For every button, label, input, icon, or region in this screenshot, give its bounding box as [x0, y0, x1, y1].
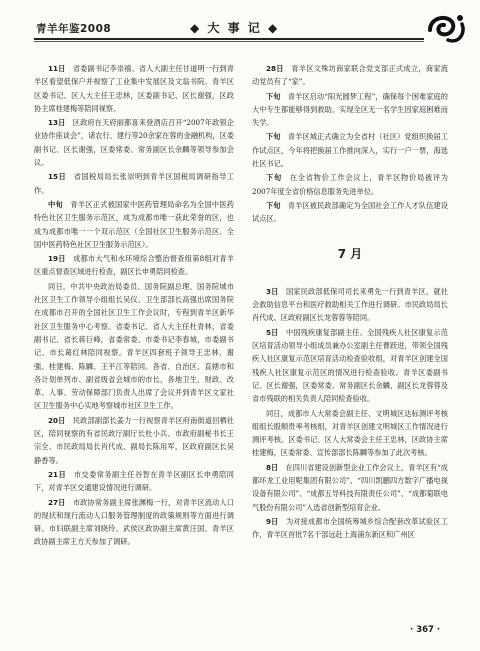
entry-text: 省国税局局长张崇明到青羊区国税局调研指导工作。	[34, 172, 234, 195]
entry-text: 民政部副部长姜力一行视察青羊区府南街道回栖社区，陪同视察的有省民政厅副厅长杜小兵、市政府副秘书长王宗全、市民政局局长肖代成、副局长陈用军，区政府副区长吴静香等。	[34, 415, 234, 465]
entry-date: 27日	[48, 497, 66, 507]
entry-date: 5日	[266, 327, 279, 337]
chronicle-entry	[34, 170, 234, 197]
entry-text: 青羊区被民政部确定为全国社会工作人才队伍建设试点区。	[252, 200, 448, 224]
page-number: · 367 ·	[410, 625, 441, 635]
chronicle-entry	[252, 90, 448, 130]
chronicle-entry	[252, 285, 448, 325]
entry-date: 下旬	[266, 200, 281, 210]
entry-date: 11日	[48, 64, 66, 73]
chronicle-entry	[252, 407, 448, 460]
entry-date: 3日	[266, 286, 279, 296]
chronicle-entry	[252, 62, 448, 89]
entry-date: 下旬	[266, 173, 282, 183]
entry-text: 市交委常务副主任谷智在青羊区副区长申勇陪同下，对青羊区交通建设情况进行调研。	[34, 469, 234, 493]
entry-text: 为对接成都市全国统筹城乡综合配套改革试验区工作，青羊区首批7名干部远赴上海浦东新区和广州区	[252, 516, 448, 540]
chronicle-entry	[34, 198, 234, 251]
entry-text: 在四川省建设创新型企业工作会议上，青羊区有“成都环龙工业用呢集团有限公司”、“四川凯鹏四方数字广播电视设备有限公司”、“成都五导科技有限责任公司”、“成都菊联电气股份有限公司”入选省创新型培育企业。	[252, 462, 448, 512]
entry-text: 在全省物价工作会议上，青羊区物价局被评为2007年度全省价格信息服务先进单位。	[252, 173, 448, 196]
entry-date: 21日	[48, 469, 67, 479]
entry-text: 省委副书记李崇禧、省人大副主任甘道明一行到青羊区看望低保户并视察了工业集中发展区及文翁书院。青羊区区委书记、区人大主任王忠林，区委副书记、区长谢强，区政协主席桂建梅等陪同视察。	[34, 64, 234, 113]
chronicle-entry	[252, 515, 448, 542]
entry-date: 13日	[48, 118, 66, 128]
entry-date: 9日	[266, 516, 279, 526]
entry-text: 中国残疾康复部副主任、全国残疾人社区康复示范区培育活动领导小组成员兼办公室副主任曹跃进，带领全国残疾人社区康复示范区培育活动检查验收组，对青羊区创建全国残疾人社区康复示范区的情况进行检查验收。青羊区委副书记、区长谢强，区委常委、常务副区长余麟，副区长龙蓉蓉及省市残联的相关负责人陪同检查验收。	[252, 327, 448, 404]
chronicle-entry	[34, 62, 234, 115]
chronicle-entry	[34, 252, 234, 279]
entry-text: 青羊区城正式确立为全省村（社区）党组织换届工作试点区，今年将把换届工作推向深入，实行一户一票，海选社区书记。	[252, 132, 448, 169]
left-column	[34, 62, 234, 550]
chronicle-entry	[252, 171, 448, 198]
entry-date: 8日	[266, 462, 279, 472]
chronicle-entry	[252, 326, 448, 406]
entry-text: 同日，中共中央政治局委员、国务院副总理、国务院城市社区卫生工作领导小组组长吴仪、卫生部部长高强出席国务院在成都市召开的全国社区卫生工作会议时，专程到青羊区新华社区卫生服务中心考察。省委书记、省人大主任杜青林，省委副书记、省长蒋巨峰，省委常委、市委书记李春城，市委副书记、市长葛红林陪同视察。青羊区四套班子领导王忠林、谢强、桂建梅、陈麟、王平江等陪同。各省、自治区、直辖市和各计划单列市、副省级省会城市的市长，各地卫生、财政、改革、人事、劳动保障部门负责人出席了会议并到青羊区文家社区卫生服务中心实地考察城市社区卫生工作。	[34, 281, 234, 411]
entry-text: 青羊区文殊坊商家联合党支部正式成立，商家流动党员有了“家”。	[252, 64, 448, 87]
entry-text: 青羊区正式被国家中医药管理局命名为全国中医药特色社区卫生服务示范区，成为成都市唯一获此荣誉的区，也成为成都市唯一一个双示范区（全国社区卫生服务示范区、全国中医药特色社区卫生服务示范区）。	[34, 199, 234, 249]
swirl-logo-icon	[422, 10, 468, 48]
page-header	[0, 0, 480, 54]
entry-date: 中旬	[48, 199, 63, 209]
entry-text: 国家民政部低保司司长来勇先一行到青羊区，就社会救助信息平台和医疗救助相关工作进行调研。市民政局局长肖代成、区政府副区长龙蓉蓉等陪同。	[252, 286, 448, 323]
section-title: ◆ 大 事 记 ◆	[190, 21, 280, 35]
entry-date: 下旬	[266, 91, 281, 101]
entry-date: 20日	[48, 415, 66, 425]
entry-date: 19日	[48, 254, 66, 264]
entry-text: 成都市大气和水环境综合整治督查组第8组对青羊区重点督查区域进行检查，副区长申勇陪同检查。	[34, 254, 234, 277]
header-rule	[34, 38, 424, 40]
chronicle-entry	[252, 130, 448, 170]
right-column	[252, 62, 448, 543]
entry-date: 下旬	[266, 132, 281, 142]
chronicle-entry	[252, 199, 448, 226]
chronicle-entry	[34, 496, 234, 549]
entry-text: 同日，成都市人大常委会副主任、文明城区达标测评考核组组长殷顺贵率考核组，对青羊区创建文明城区工作情况进行测评考核。区委书记、区人大常委会主任王忠林，区政协主席桂建梅，区委常委、宣传部部长陈麟等参加了此次考核。	[252, 408, 448, 458]
entry-date: 28日	[266, 64, 284, 73]
chronicle-entry	[34, 280, 234, 413]
yearbook-title: 青羊年鉴2008	[36, 23, 112, 35]
month-heading: 7 月	[337, 246, 363, 261]
right-column-entries-june	[252, 62, 448, 226]
chronicle-entry	[34, 116, 234, 169]
chronicle-entry	[34, 468, 234, 495]
right-column-entries-july	[252, 285, 448, 542]
entry-date: 15日	[48, 172, 67, 182]
entry-text: 市政协常务副主席张渊梅一行，对青羊区流动人口的现状和现行流动人口服务管理制度的政策规则等方面进行调研。市妇联副主席刘晓玲、武侯区政协副主席黄汪国、青羊区政协副主席王方天参加了调研。	[34, 497, 234, 547]
entry-text: 区政府在天府丽都喜来登酒店召开“2007年政银企业协作座谈会”，诸农行、建行等20余家在蓉的金融机构，区委副书记、区长谢强，区委常委、常务副区长余麟等领导参加会议。	[34, 118, 234, 168]
entry-text: 青羊区启动“阳光圆梦工程”，确保每个困难家庭的大中专生都能够得到救助。实现全区无一名学生因家庭困难而失学。	[252, 91, 448, 128]
header-rule-thin	[34, 41, 424, 42]
chronicle-entry	[34, 414, 234, 467]
chronicle-entry	[252, 461, 448, 514]
